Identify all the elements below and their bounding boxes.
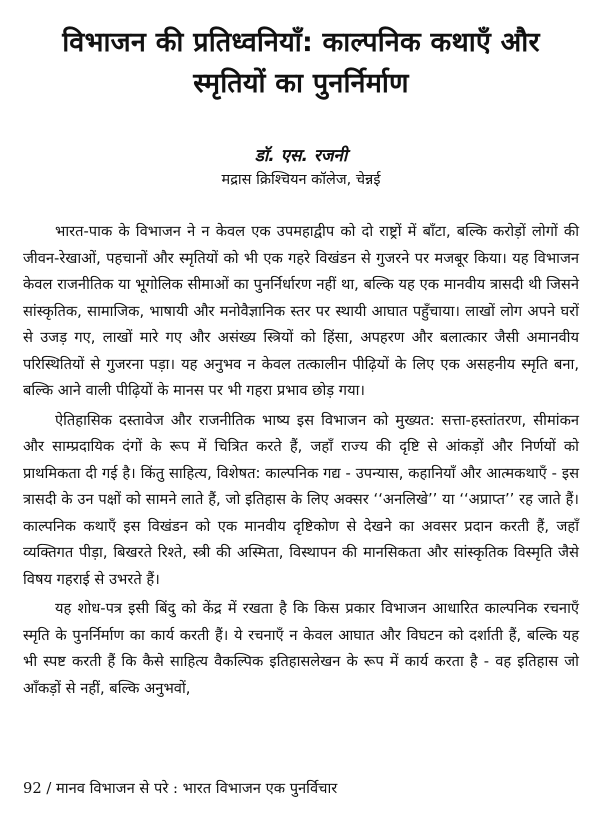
footer-separator: /: [41, 780, 56, 797]
paragraph-1: भारत-पाक के विभाजन ने न केवल एक उपमहाद्वीप को दो राष्ट्रों में बाँटा, बल्कि करोड़ों लोगों की जीवन-रेखाओं, पहचानों और स्मृतियों को भी एक गहरे विखंडन से गुजरने पर मजबूर किया। यह विभाजन केवल राजनीतिक या भूगोलिक सीमाओं का पुनर्निर्धारण नहीं था, बल्कि यह एक मानवीय त्रासदी थी जिसने सांस्कृतिक, सामाजिक, भाषायी और मनोवैज्ञानिक स्तर पर स्थायी आघात पहुँचाया। लाखों लोग अपने घरों से उजड़ गए, लाखों मारे गए और असंख्य स्त्रियों को हिंसा, अपहरण और बलात्कार जैसी अमानवीय परिस्थितियों से गुजरना पड़ा। यह अनुभव न केवल तत्कालीन पीढ़ियों के लिए एक असहनीय स्मृति बना, बल्कि आने वाली पीढ़ियों के मानस पर भी गहरा प्रभाव छोड़ गया।: [23, 223, 579, 399]
book-title: मानव विभाजन से परे : भारत विभाजन एक पुनर्विचार: [56, 780, 338, 797]
page-footer: [23, 778, 337, 800]
paragraph-3: यह शोध-पत्र इसी बिंदु को केंद्र में रखता है कि किस प्रकार विभाजन आधारित काल्पनिक रचनाएँ स्मृति के पुनर्निर्माण का कार्य करती हैं। ये रचनाएँ न केवल आघात और विघटन को दर्शाती हैं, बल्कि यह भी स्पष्ट करती हैं कि कैसे साहित्य वैकल्पिक इतिहासलेखन के रूप में कार्य करता है - वह इतिहास जो आँकड़ों से नहीं, बल्कि अनुभवों,: [23, 600, 579, 697]
article-title: [23, 22, 579, 104]
author-affiliation: मद्रास क्रिश्चियन कॉलेज, चेन्नई: [221, 172, 381, 188]
article-title-line-1: विभाजन की प्रतिध्वनियाँ: काल्पनिक कथाएँ और: [62, 27, 540, 58]
article-title-line-2: स्मृतियों का पुनर्निर्माण: [193, 68, 409, 99]
article-body: [23, 219, 579, 702]
paragraph-2: ऐतिहासिक दस्तावेज और राजनीतिक भाष्य इस विभाजन को मुख्यत: सत्ता-हस्तांतरण, सीमांकन और साम्प्रदायिक दंगों के रूप में चित्रित करते हैं, जहाँ राज्य की दृष्टि से आंकड़ों और निर्णयों को प्राथमिकता दी गई है। किंतु साहित्य, विशेषत: काल्पनिक गद्य - उपन्यास, कहानियाँ और आत्मकथाएँ - इस त्रासदी के उन पक्षों को सामने लाते हैं, जो इतिहास के लिए अक्सर ‘‘अनलिखे’’ या ‘‘अप्राप्त’’ रह जाते हैं। काल्पनिक कथाएँ इस विखंडन को एक मानवीय दृष्टिकोण से देखने का अवसर प्रदान करती हैं, जहाँ व्यक्तिगत पीड़ा, बिखरते रिश्ते, स्त्री की अस्मिता, विस्थापन की मानसिकता और सांस्कृतिक विस्मृति जैसे विषय गहराई से उभरते हैं।: [23, 411, 579, 588]
author-name: डॉ. एस. रजनी: [254, 146, 348, 166]
page-number: 92: [23, 780, 42, 797]
